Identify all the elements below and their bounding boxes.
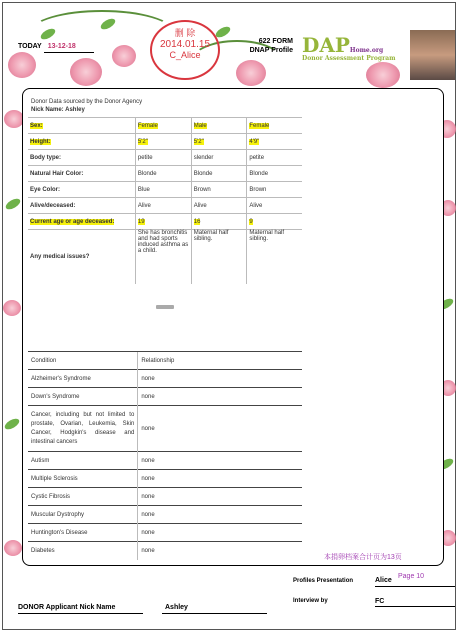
logo-suffix: Home.org <box>349 47 384 54</box>
nick-name: Nick Name: Ashley <box>31 107 85 113</box>
condition-relationship: none <box>138 452 302 470</box>
applicant-label-underline <box>18 613 143 614</box>
condition-name: Down's Syndrome <box>28 388 138 406</box>
presentation-value: Alice <box>375 577 392 584</box>
presentation-label: Profiles Presentation <box>293 578 354 584</box>
flower-decoration <box>3 300 21 316</box>
cell-text: 16 <box>193 218 201 225</box>
cell-text: petite <box>137 154 153 161</box>
cell-value <box>135 166 191 182</box>
row-label <box>28 166 135 182</box>
form-title-line2: DNAP Profile <box>249 47 293 54</box>
cell-text: Female <box>137 122 158 129</box>
cell-value <box>247 230 302 284</box>
cell-text: She has bronchitis and had sports induced asthma as a child. <box>137 230 189 254</box>
applicant-label: DONOR Applicant Nick Name <box>18 604 116 611</box>
table-row <box>28 542 302 560</box>
row-label <box>28 134 135 150</box>
applicant-value: Ashley <box>165 604 188 611</box>
condition-relationship: none <box>138 542 302 560</box>
source-note: Donor Data sourced by the Donor Agency <box>31 99 143 105</box>
cell-text: 19 <box>137 218 145 225</box>
condition-name: Cancer, including but not limited to prostate, Ovarian, Leukemia, Skin Cancer, Hodgkin's disease and intestinal cancers <box>28 406 138 452</box>
date-value: 13-12-18 <box>47 43 76 50</box>
dap-logo <box>302 33 383 57</box>
stamp-line1: 删 除 <box>174 28 196 38</box>
date-field <box>18 43 76 50</box>
condition-name: Multiple Sclerosis <box>28 470 138 488</box>
row-label-text: Any medical issues? <box>30 253 90 260</box>
cell-value <box>135 134 191 150</box>
row-label-text: Eye Color: <box>30 186 61 193</box>
cell-value <box>135 118 191 134</box>
cell-value <box>191 134 247 150</box>
flower-decoration <box>4 540 22 556</box>
cell-text: Maternal half sibling. <box>249 230 285 242</box>
table-row <box>28 388 302 406</box>
row-label-text: Body type: <box>30 154 62 161</box>
table-row <box>28 198 302 214</box>
cell-text: Blonde <box>137 170 157 177</box>
flower-decoration <box>8 52 36 78</box>
cell-value <box>191 182 247 198</box>
condition-relationship: none <box>138 406 302 452</box>
column-header: Condition <box>28 352 138 370</box>
flower-decoration <box>4 110 24 128</box>
condition-name: Autism <box>28 452 138 470</box>
cell-value <box>247 134 302 150</box>
cell-text: petite <box>249 154 265 161</box>
cell-value <box>247 214 302 230</box>
cell-text: Blonde <box>249 170 269 177</box>
cell-value <box>135 182 191 198</box>
cell-value <box>191 214 247 230</box>
table-header-row <box>28 352 302 370</box>
cell-text: 9 <box>249 218 253 225</box>
flower-decoration <box>366 62 400 88</box>
table-row <box>28 230 302 284</box>
condition-name: Cystic Fibrosis <box>28 488 138 506</box>
cell-value <box>135 214 191 230</box>
cell-text: Alive <box>193 202 207 209</box>
table-row <box>28 166 302 182</box>
condition-name: Muscular Dystrophy <box>28 506 138 524</box>
table-row <box>28 150 302 166</box>
condition-relationship: none <box>138 470 302 488</box>
approval-stamp <box>150 20 220 80</box>
stamp-line2: 2014.01.15 <box>159 39 211 50</box>
row-label-text: Natural Hair Color: <box>30 170 84 177</box>
condition-name: Alzheimer's Syndrome <box>28 370 138 388</box>
row-label <box>28 182 135 198</box>
row-label-text: Current age or age deceased: <box>30 218 115 225</box>
cell-text: Male <box>193 122 207 129</box>
interview-value: FC <box>375 598 385 605</box>
condition-name: Diabetes <box>28 542 138 560</box>
applicant-value-underline <box>162 613 267 614</box>
table-row <box>28 470 302 488</box>
row-label <box>28 214 135 230</box>
cell-value <box>135 198 191 214</box>
table-row <box>28 506 302 524</box>
table-row <box>28 524 302 542</box>
cell-value <box>247 150 302 166</box>
row-label <box>28 198 135 214</box>
table-row <box>28 118 302 134</box>
interview-label: Interview by <box>293 598 328 604</box>
presentation-underline <box>375 586 455 587</box>
cell-text: Maternal half sibling. <box>193 230 229 242</box>
condition-relationship: none <box>138 506 302 524</box>
page-count-note: 本捐卵档案合计页为13页 <box>324 554 402 561</box>
row-label <box>28 118 135 134</box>
row-label-text: Sex: <box>30 122 43 129</box>
donor-photo <box>410 30 455 80</box>
column-header: Relationship <box>138 352 302 370</box>
condition-relationship: none <box>138 370 302 388</box>
cell-value <box>191 230 247 284</box>
cell-text: Brown <box>249 186 267 193</box>
scroll-indicator[interactable] <box>156 305 174 309</box>
cell-value <box>247 118 302 134</box>
logo-subtitle: Donor Assessment Program <box>302 55 396 62</box>
logo-text: DAP <box>302 33 350 57</box>
cell-text: slender <box>193 154 214 161</box>
table-row <box>28 182 302 198</box>
cell-text: Alive <box>249 202 263 209</box>
table-row <box>28 406 302 452</box>
table-row <box>28 370 302 388</box>
cell-text: Female <box>249 122 270 129</box>
condition-name: Huntington's Disease <box>28 524 138 542</box>
cell-value <box>247 182 302 198</box>
cell-text: 4'9" <box>249 138 260 145</box>
cell-text: Blue <box>137 186 150 193</box>
row-label <box>28 150 135 166</box>
cell-value <box>135 230 191 284</box>
table-row <box>28 452 302 470</box>
cell-value <box>191 198 247 214</box>
table-row <box>28 134 302 150</box>
cell-value <box>247 198 302 214</box>
stamp-line3: C_Alice <box>169 50 201 60</box>
cell-text: 5'2" <box>137 138 148 145</box>
cell-value <box>247 166 302 182</box>
flower-decoration <box>70 58 102 86</box>
cell-value <box>191 118 247 134</box>
donor-data-table <box>28 117 302 284</box>
interview-underline <box>375 606 455 607</box>
condition-relationship: none <box>138 524 302 542</box>
cell-value <box>135 150 191 166</box>
table-row <box>28 488 302 506</box>
cell-text: 5'2" <box>193 138 204 145</box>
page-number: Page 10 <box>398 573 425 580</box>
cell-value <box>191 150 247 166</box>
condition-table <box>28 351 302 560</box>
date-underline <box>44 52 94 53</box>
form-title <box>238 37 293 55</box>
row-label <box>28 230 135 284</box>
row-label-text: Alive/deceased: <box>30 202 76 209</box>
condition-relationship: none <box>138 388 302 406</box>
form-title-line1: 622 FORM <box>258 38 293 45</box>
cell-text: Alive <box>137 202 151 209</box>
condition-relationship: none <box>138 488 302 506</box>
cell-text: Brown <box>193 186 211 193</box>
cell-value <box>191 166 247 182</box>
cell-text: Blonde <box>193 170 213 177</box>
date-label: TODAY <box>18 43 42 50</box>
table-row <box>28 214 302 230</box>
row-label-text: Height: <box>30 138 51 145</box>
